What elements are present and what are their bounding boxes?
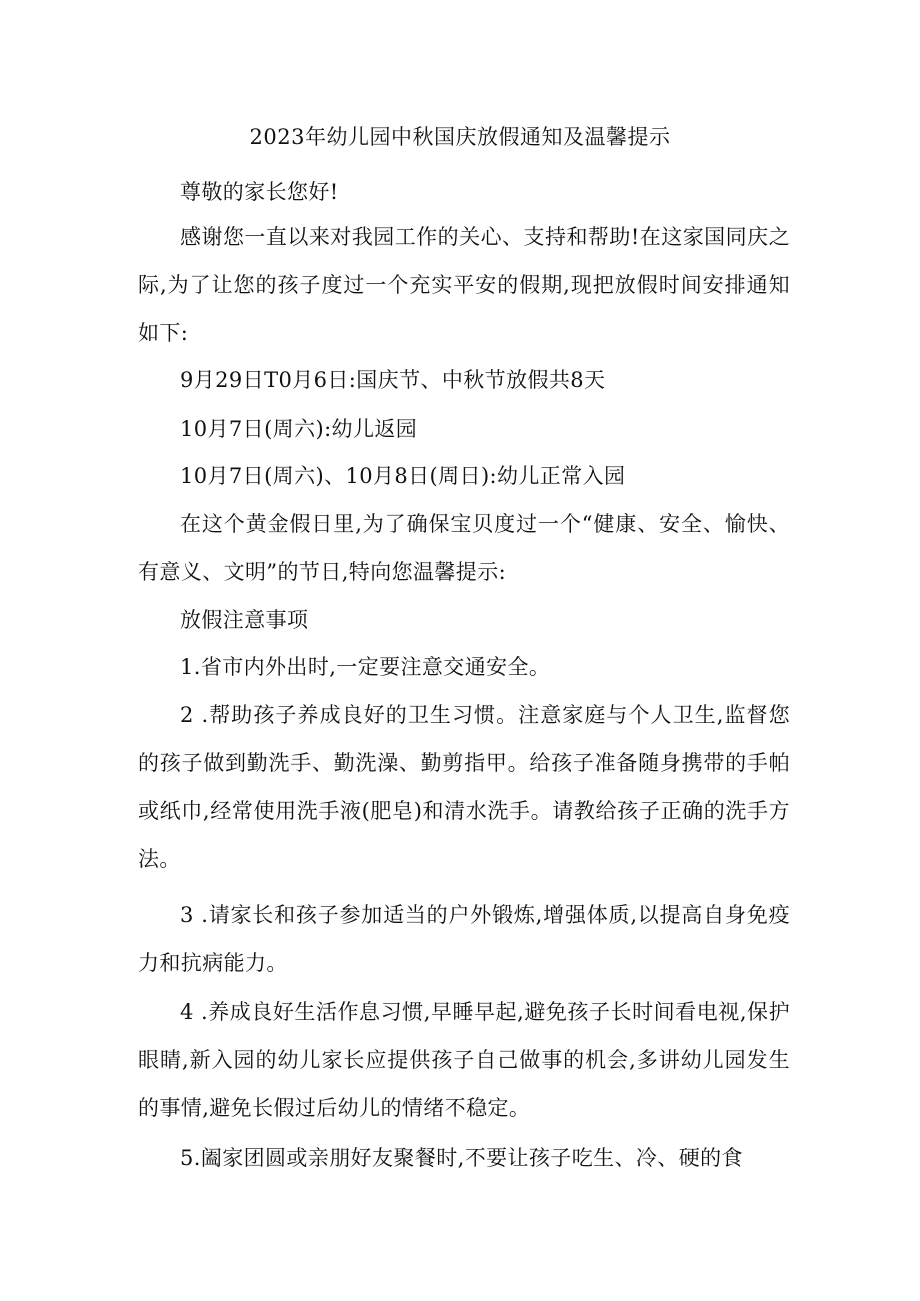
- notice-item-5: 5.阖家团圆或亲朋好友聚餐时,不要让孩子吃生、冷、硬的食: [180, 1146, 743, 1170]
- notice-item-2: 2 .帮助孩子养成良好的卫生习惯。注意家庭与个人卫生,监督您的孩子做到勤洗手、勤洗澡、勤剪指甲。给孩子准备随身携带的手帕或纸巾,经常使用洗手液(肥皂)和清水洗手。请教给孩子正确的洗手方法。: [138, 703, 790, 871]
- notice-item-3: 3 .请家长和孩子参加适当的户外锻炼,增强体质,以提高自身免疫力和抗病能力。: [138, 903, 790, 975]
- schedule-line-1: 9月29日T0月6日:国庆节、中秋节放假共8天: [180, 368, 606, 392]
- reminder-intro: 在这个黄金假日里,为了确保宝贝度过一个“健康、安全、愉快、有意义、文明”的节日,特向您温馨提示:: [138, 512, 790, 584]
- schedule-line-3: 10月7日(周六)、10月8日(周日):幼儿正常入园: [180, 464, 626, 488]
- notice-item-1: 1.省市内外出时,一定要注意交通安全。: [180, 655, 551, 679]
- intro-paragraph: 感谢您一直以来对我园工作的关心、支持和帮助!在这家国同庆之际,为了让您的孩子度过一个充实平安的假期,现把放假时间安排通知如下:: [138, 225, 790, 345]
- document-title: 2023年幼儿园中秋国庆放假通知及温馨提示: [249, 125, 671, 149]
- section-heading: 放假注意事项: [180, 608, 309, 632]
- greeting: 尊敬的家长您好!: [180, 180, 339, 204]
- notice-item-4: 4 .养成良好生活作息习惯,早睡早起,避免孩子长时间看电视,保护眼睛,新入园的幼儿家长应提供孩子自己做事的机会,多讲幼儿园发生的事情,避免长假过后幼儿的情绪不稳定。: [138, 1000, 790, 1120]
- schedule-line-2: 10月7日(周六):幼儿返园: [180, 417, 418, 441]
